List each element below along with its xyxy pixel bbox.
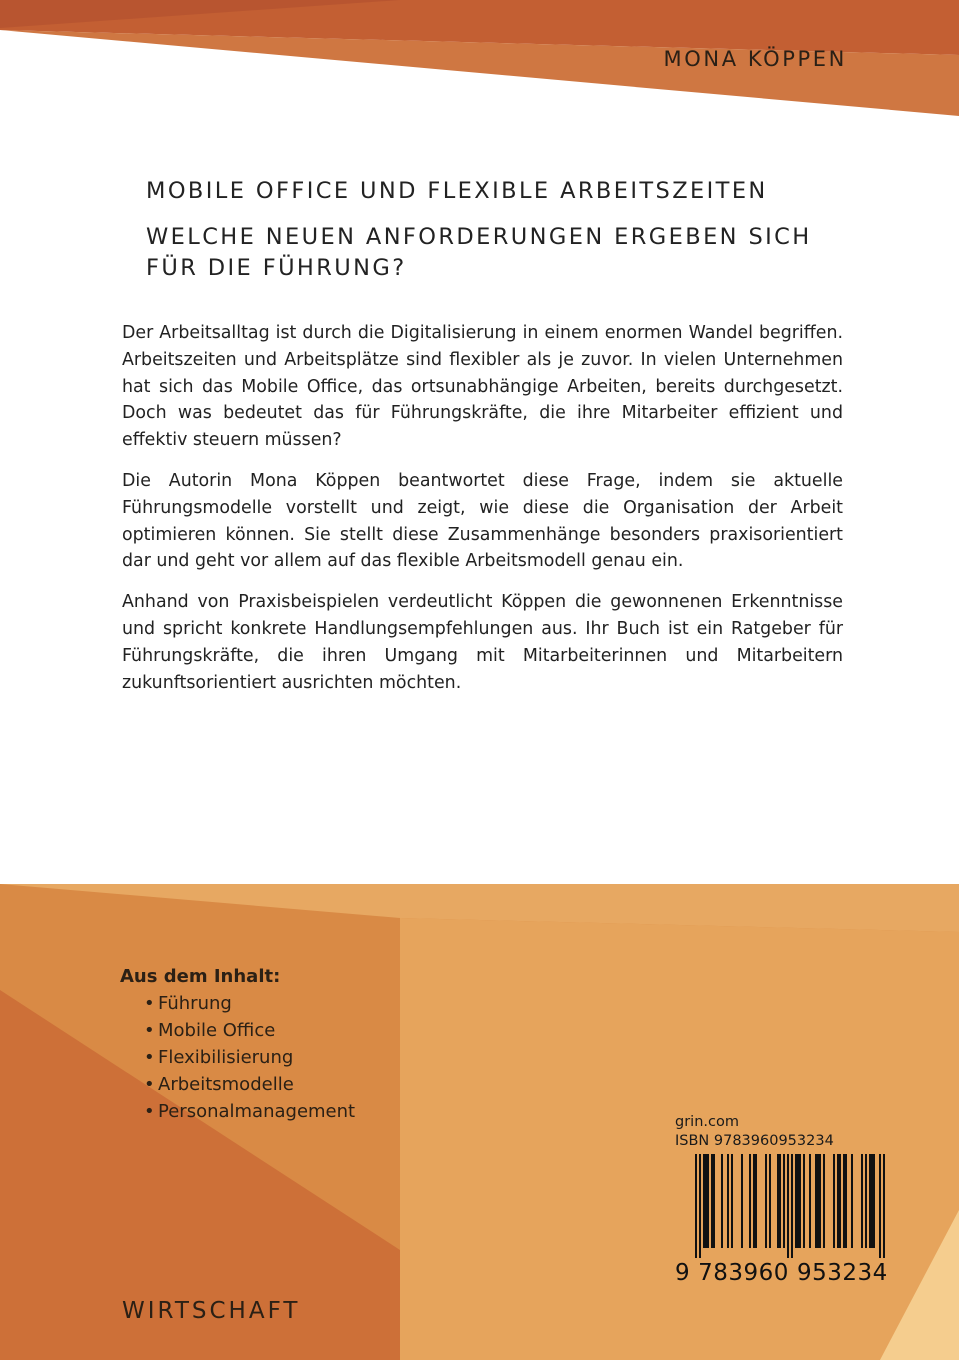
- barcode-bar: [705, 1154, 707, 1248]
- barcode-bar: [731, 1154, 733, 1248]
- contents-item-label: Personalmanagement: [158, 1101, 356, 1122]
- book-subtitle: WELCHE NEUEN ANFORDERUNGEN ERGEBEN SICH FÜR DIE FÜHRUNG?: [146, 224, 812, 281]
- barcode-digit-group: 783960: [698, 1260, 789, 1286]
- contents-item: [144, 990, 355, 1017]
- barcode-bar: [883, 1154, 885, 1258]
- blurb: [122, 320, 843, 710]
- isbn-text: ISBN 9783960953234: [675, 1133, 834, 1149]
- contents-item: [144, 1017, 355, 1044]
- barcode-bar: [783, 1154, 785, 1248]
- barcode-bar: [699, 1154, 701, 1258]
- barcode-bar: [787, 1154, 789, 1258]
- contents-item: [144, 1044, 355, 1071]
- barcode-bar: [695, 1154, 697, 1258]
- barcode-block: [675, 1114, 895, 1289]
- barcode-bar: [869, 1154, 871, 1248]
- barcode-bar: [797, 1154, 799, 1248]
- barcode-bar: [765, 1154, 767, 1248]
- barcode-bar: [711, 1154, 713, 1248]
- barcode-bar: [741, 1154, 743, 1248]
- bullet-icon: •: [144, 993, 155, 1014]
- blurb-paragraph: Anhand von Praxisbeispielen verdeutlicht Köppen die gewonnenen Erkenntnisse und spricht konkrete Handlungsempfehlungen aus. Ihr Buch ist ein Ratgeber für Führungskräfte, die ihren Umgang mit Mitarbeiterinnen und Mitarbeitern zukunftsorientiert ausrichten möchten.: [122, 592, 843, 693]
- barcode-bar: [823, 1154, 825, 1248]
- barcode-bar: [703, 1154, 705, 1248]
- barcode-bar: [721, 1154, 723, 1248]
- contents-item: [144, 1071, 355, 1098]
- contents-list: [120, 963, 355, 1125]
- barcode-bar: [803, 1154, 805, 1248]
- contents-item-label: Mobile Office: [158, 1020, 276, 1041]
- barcode-bar: [777, 1154, 779, 1248]
- contents-item-label: Führung: [158, 993, 232, 1014]
- contents-heading: Aus dem Inhalt:: [120, 966, 281, 987]
- barcode-bar: [749, 1154, 751, 1248]
- bullet-icon: •: [144, 1074, 155, 1095]
- category-label: WIRTSCHAFT: [122, 1298, 301, 1324]
- bullet-icon: •: [144, 1101, 155, 1122]
- barcode-bar: [873, 1154, 875, 1248]
- barcode-bar: [819, 1154, 821, 1248]
- barcode-bar: [861, 1154, 863, 1248]
- barcode-bar: [755, 1154, 757, 1248]
- barcode-bar: [769, 1154, 771, 1248]
- barcode-bar: [713, 1154, 715, 1248]
- barcode-digit-group: 9: [675, 1260, 691, 1286]
- barcode-bar: [845, 1154, 847, 1248]
- barcode-bar: [753, 1154, 755, 1248]
- blurb-paragraph: Der Arbeitsalltag ist durch die Digitalisierung in einem enormen Wandel begriffen. Arbeitszeiten und Arbeitsplätze sind flexibler als je zuvor. In vielen Unternehmen hat sich das Mobile Office, das ortsunabhängige Arbeiten, bereits durchgesetzt. Doch was bedeutet das für Führungskräfte, die ihre Mitarbeiter effizient und effektiv steuern müssen?: [122, 323, 843, 451]
- barcode-icon: [675, 1154, 895, 1258]
- barcode-bar: [707, 1154, 709, 1248]
- contents-item-label: Flexibilisierung: [158, 1047, 294, 1068]
- barcode-bar: [833, 1154, 835, 1248]
- barcode-bar: [791, 1154, 793, 1258]
- contents-item-label: Arbeitsmodelle: [158, 1074, 294, 1095]
- book-title: MOBILE OFFICE UND FLEXIBLE ARBEITSZEITEN: [146, 178, 768, 204]
- barcode-bar: [809, 1154, 811, 1248]
- barcode-digit-group: 953234: [796, 1260, 888, 1286]
- barcode-bar: [839, 1154, 841, 1248]
- barcode-bar: [851, 1154, 853, 1248]
- barcode-bar: [837, 1154, 839, 1248]
- publisher-url: grin.com: [675, 1114, 739, 1130]
- barcode-bar: [865, 1154, 867, 1248]
- barcode-bar: [727, 1154, 729, 1248]
- barcode-bar: [817, 1154, 819, 1248]
- bullet-icon: •: [144, 1020, 155, 1041]
- barcode-bar: [799, 1154, 801, 1248]
- barcode-bar: [871, 1154, 873, 1248]
- blurb-paragraph: Die Autorin Mona Köppen beantwortet diese Frage, indem sie aktuelle Führungsmodelle vorstellt und zeigt, wie diese die Organisation der Arbeit optimieren können. Sie stellt diese Zusammenhänge besonders praxisorientiert dar und geht vor allem auf das flexible Arbeitsmodell genau ein.: [122, 470, 843, 572]
- barcode-bar: [843, 1154, 845, 1248]
- contents-item: [144, 1098, 355, 1125]
- bullet-icon: •: [144, 1047, 155, 1068]
- barcode-digits: [675, 1260, 895, 1286]
- barcode-bar: [795, 1154, 797, 1248]
- barcode-bar: [779, 1154, 781, 1248]
- barcode-bar: [815, 1154, 817, 1248]
- barcode-bar: [879, 1154, 881, 1258]
- author-name: MONA KÖPPEN: [663, 47, 847, 71]
